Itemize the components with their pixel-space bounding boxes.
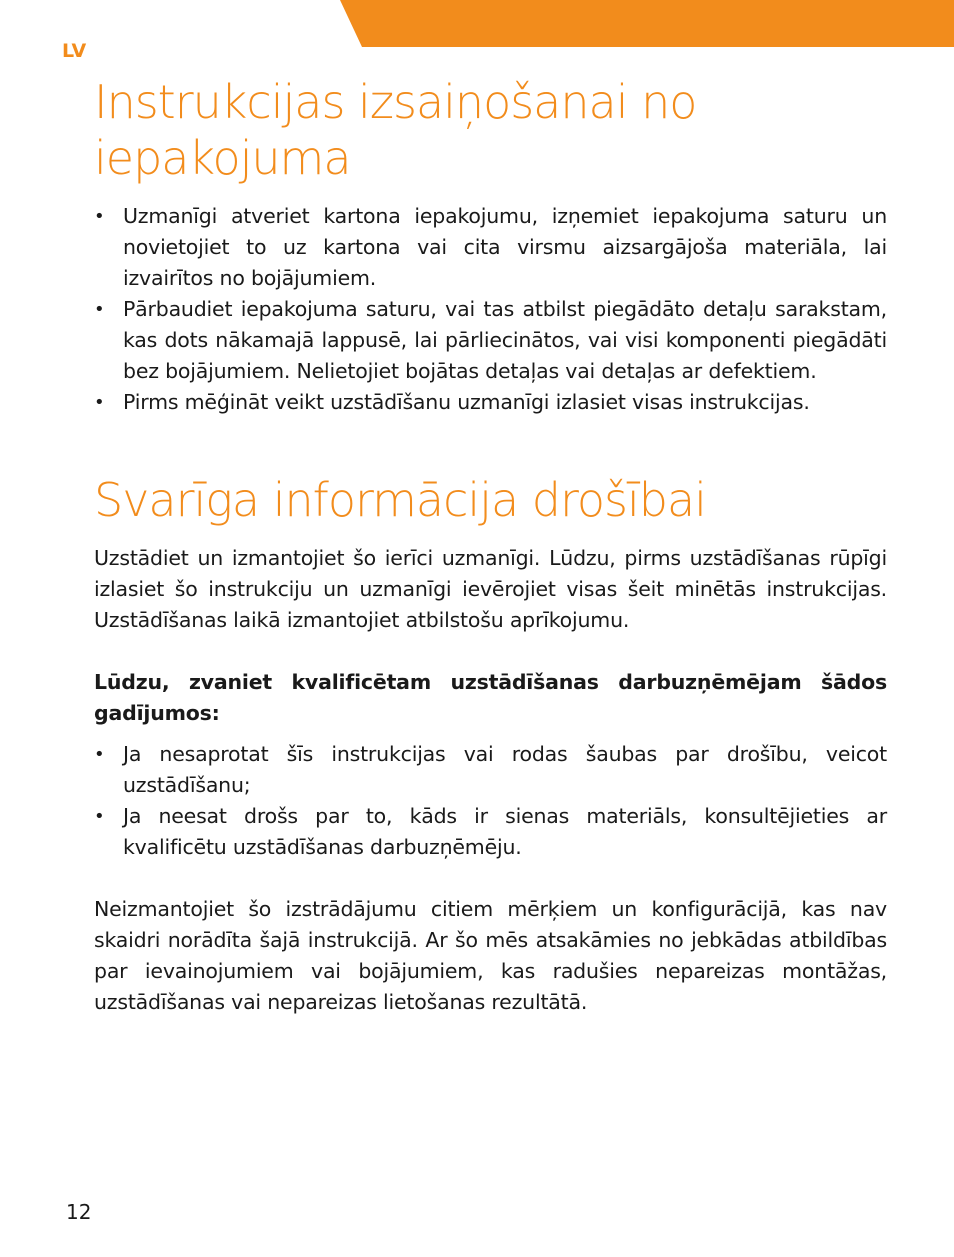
language-code: LV	[62, 40, 87, 62]
header-tab-slant	[300, 0, 380, 50]
liability-disclaimer: Neizmantojiet šo izstrādājumu citiem mērķiem un konfigurācijā, kas nav skaidri norādīta šajā instrukcijā. Ar šo mēs atsakāmies no jebkādas atbildības par ievainojumiem vai bojājumiem, kas radušies nepareizas montāžas, uzstādīšanas vai nepareizas lietošanas rezultātā.	[94, 897, 887, 1014]
list-item: • Pirms mēģināt veikt uzstādīšanu uzmanīgi izlasiet visas instrukcijas.	[94, 387, 887, 418]
list-item: • Uzmanīgi atveriet kartona iepakojumu, izņemiet iepakojuma saturu un novietojiet to uz kartona vai cita virsmu aizsargājoša materiāla, lai izvairītos no bojājumiem.	[94, 201, 887, 294]
page-number: 12	[66, 1200, 92, 1224]
list-item: • Ja nesaprotat šīs instrukcijas vai rodas šaubas par drošību, veicot uzstādīšanu;	[94, 739, 887, 801]
safety-intro: Uzstādiet un izmantojiet šo ierīci uzmanīgi. Lūdzu, pirms uzstādīšanas rūpīgi izlasiet šo instrukciju un uzmanīgi ievērojiet visas šeit minētās instrukcijas. Uzstādīšanas laikā izmantojiet atbilstošu aprīkojumu.	[94, 546, 887, 632]
list-item: • Pārbaudiet iepakojuma saturu, vai tas atbilst piegādāto detaļu sarakstam, kas dots nākamajā lappusē, lai pārliecinātos, vai visi komponenti piegādāti bez bojājumiem. Nelietojiet bojātas detaļas vai detaļas ar defektiem.	[94, 294, 887, 387]
contractor-list	[94, 739, 887, 863]
unpacking-list	[94, 201, 887, 418]
unpacking-title: Instrukcijas izsaiņošanai no iepakojuma	[94, 75, 697, 185]
list-item: • Ja neesat drošs par to, kāds ir sienas materiāls, konsultējieties ar kvalificētu uzstādīšanas darbuzņēmēju.	[94, 801, 887, 863]
safety-title: Svarīga informācija drošībai	[94, 473, 706, 527]
contractor-heading: Lūdzu, zvaniet kvalificētam uzstādīšanas darbuzņēmējam šādos gadījumos:	[94, 670, 887, 725]
header-accent-tab	[318, 0, 954, 47]
